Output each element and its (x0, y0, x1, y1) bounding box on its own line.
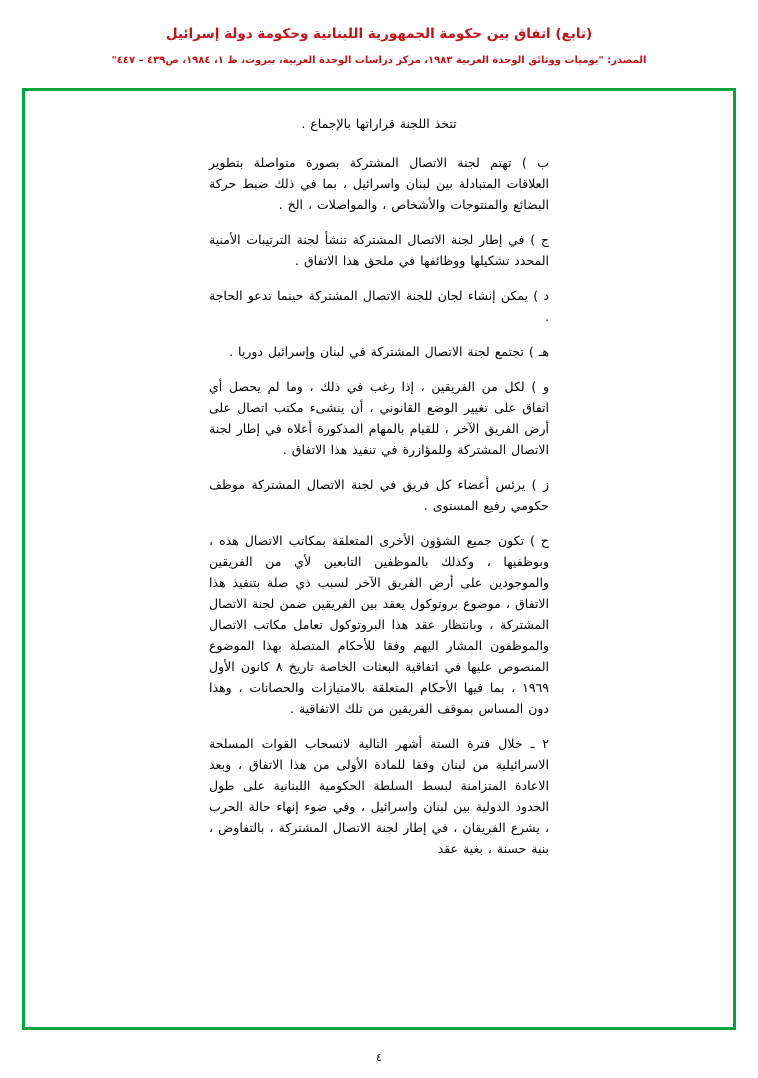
paragraph: ز ) يرئس أعضاء كل فريق في لجنة الاتصال المشتركة موظف حكومي رفيع المستوى . (209, 477, 549, 513)
body-column (25, 113, 733, 1021)
paragraph: ب ) تهتم لجنة الاتصال المشتركة بصورة متواصلة بتطوير العلاقات المتبادلة بين لبنان واسرائيل ، بما في ذلك ضبط حركة البضائع والمنتوجات والأشخاص ، والمواصلات ، الخ . (209, 155, 549, 212)
source-citation: المصدر: "يوميات ووثائق الوحدة العربية ١٩٨٣، مركز دراسات الوحدة العربية، بيروت، ط ١، ١٩٨٤، ص٤٣٩ – ٤٤٧" (111, 55, 647, 66)
paragraph: هـ ) تجتمع لجنة الاتصال المشتركة في لبنان وإسرائيل دوريا . (229, 344, 549, 359)
text-block (209, 113, 549, 859)
paragraph: تتخذ اللجنة قراراتها بالإجماع . (301, 116, 457, 131)
paragraph: ج ) في إطار لجنة الاتصال المشتركة تنشأ لجنة الترتيبات الأمنية المحدد تشكيلها ووظائفها في ملحق هذا الاتفاق . (209, 232, 549, 268)
paragraph: د ) يمكن إنشاء لجان للجنة الاتصال المشتركة حينما تدعو الحاجة . (209, 288, 549, 324)
page-number: ٤ (376, 1051, 382, 1064)
paragraph: ٢ ـ خلال فترة الستة أشهر التالية لانسحاب القوات المسلحة الاسرائيلية من لبنان وفقا للمادة الأولى من هذا الاتفاق ، وبعد الاعادة المتزامنة لبسط السلطة الحكومية اللبنانية على طول الحدود الدولية بين لبنان واسرائيل ، وفي ضوء إنهاء حالة الحرب ، يشرع الفريقان ، في إطار لجنة الاتصال المشتركة ، بالتفاوض ، بنية حسنة ، بغية عقد (209, 736, 549, 856)
paragraph: و ) لكل من الفريقين ، إذا رغب في ذلك ، وما لم يحصل أي اتفاق على تغيير الوضع القانوني ، أن ينشىء مكتب اتصال على أرض الفريق الآخر ، للقيام بالمهام المذكورة أعلاه في إطار لجنة الاتصال المشتركة وللمؤازرة في تنفيذ هذا الاتفاق . (209, 379, 549, 457)
page-title: (تابع) اتفاق بين حكومة الجمهورية اللبنانية وحكومة دولة إسرائيل (165, 26, 593, 42)
content-frame (22, 88, 736, 1030)
paragraph: ح ) تكون جميع الشؤون الأخرى المتعلقة بمكاتب الاتصال هذه ، وبوظفيها ، وكذلك بالموظفين التابعين لأي من الفريقين والموجودين على أرض الفريق الآخر لسبب ذي صلة بتنفيذ هذا الاتفاق ، موضوع بروتوكول يعقد بين الفريقين ضمن لجنة الاتصال المشتركة ، وبانتظار عقد هذا البروتوكول تعامل مكاتب الاتصال والموظفون المشار اليهم وفقا للأحكام المتصلة بهذا الموضوع المنصوص عليها في اتفاقية البعثات الخاصة تاريخ ٨ كانون الأول ١٩٦٩ ، بما فيها الأحكام المتعلقة بالامتيازات والحصانات ، وهذا دون المساس بموقف الفريقين من تلك الاتفاقية . (209, 533, 549, 716)
